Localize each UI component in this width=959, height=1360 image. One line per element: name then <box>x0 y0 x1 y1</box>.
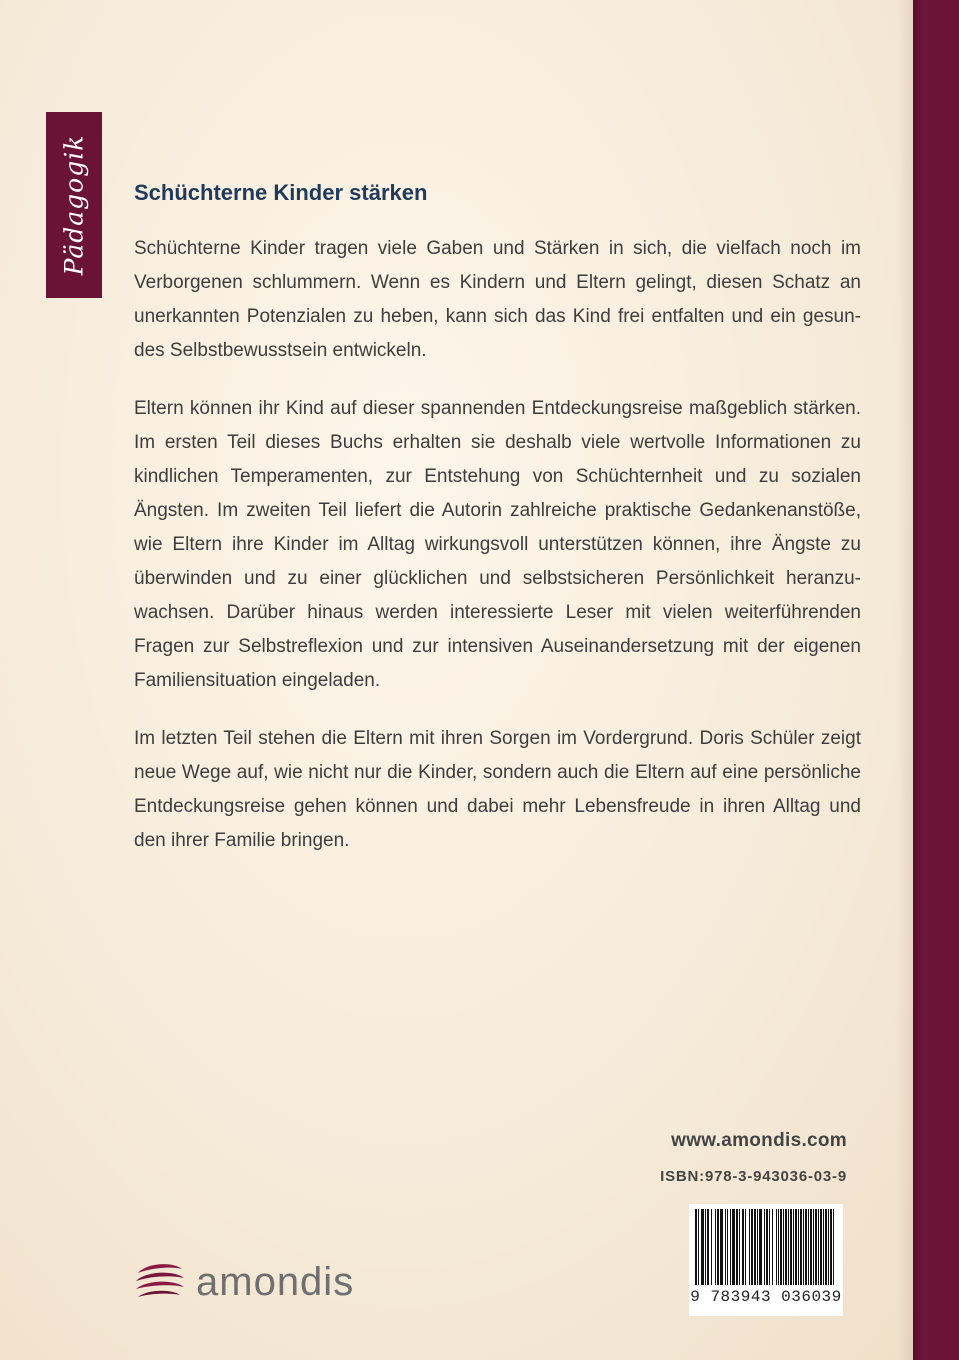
barcode-bars <box>695 1209 837 1285</box>
barcode-digits: 9 783943 036039 <box>690 1288 842 1306</box>
blurb-paragraph-3: Im letzten Teil stehen die Eltern mit ihren Sorgen im Vordergrund. Doris Schüler zeigt neue Wege auf, wie nicht nur die Kinder, sondern auch die Eltern auf eine persönliche Entdeckungsreise gehen können und dabei mehr Lebensfreude in ihren Alltag und den ihrer Familie bringen. <box>134 728 861 851</box>
publisher-name: amondis <box>196 1260 355 1304</box>
barcode <box>689 1204 843 1316</box>
blurb-paragraph-1: Schüchterne Kinder tragen viele Gaben und Stärken in sich, die vielfach noch im Verborgenen schlummern. Wenn es Kindern und Eltern gelingt, diesen Schatz an unerkannten Potenzialen zu heben, kann sich das Kind frei entfalten und ein gesundes Selbstbewusstsein entwickeln. <box>134 238 861 361</box>
book-title: Schüchterne Kinder stärken <box>134 180 428 205</box>
publisher-website: www.amondis.com <box>671 1130 847 1151</box>
category-label: Pädagogik <box>59 134 89 276</box>
spine-band <box>913 0 959 1360</box>
publisher-brand <box>132 1259 354 1305</box>
swirl-logo-icon <box>132 1259 186 1305</box>
blurb-paragraph-2: Eltern können ihr Kind auf dieser spannenden Entdeckungsreise maßgeblich stärken. Im ersten Teil dieses Buchs erhalten sie deshalb viele wertvolle Informationen zu kindlichen Temperamenten, zur Entstehung von Schüchternheit und zu sozialen Ängsten. Im zweiten Teil liefert die Autorin zahlreiche praktische Gedankenanstöße, wie Eltern ihre Kinder im Alltag wirkungsvoll unterstützen können, ihre Ängste zu überwinden und zu einer glücklichen und selbstsicheren Persönlichkeit heranzuwachsen. Darüber hinaus werden interessierte Leser mit vielen weiterführenden Fragen zur Selbstreflexion und zur intensiven Auseinandersetzung mit der eigenen Familiensituation eingeladen. <box>134 398 861 691</box>
isbn-label: ISBN:978-3-943036-03-9 <box>660 1168 847 1185</box>
blurb <box>134 176 861 882</box>
